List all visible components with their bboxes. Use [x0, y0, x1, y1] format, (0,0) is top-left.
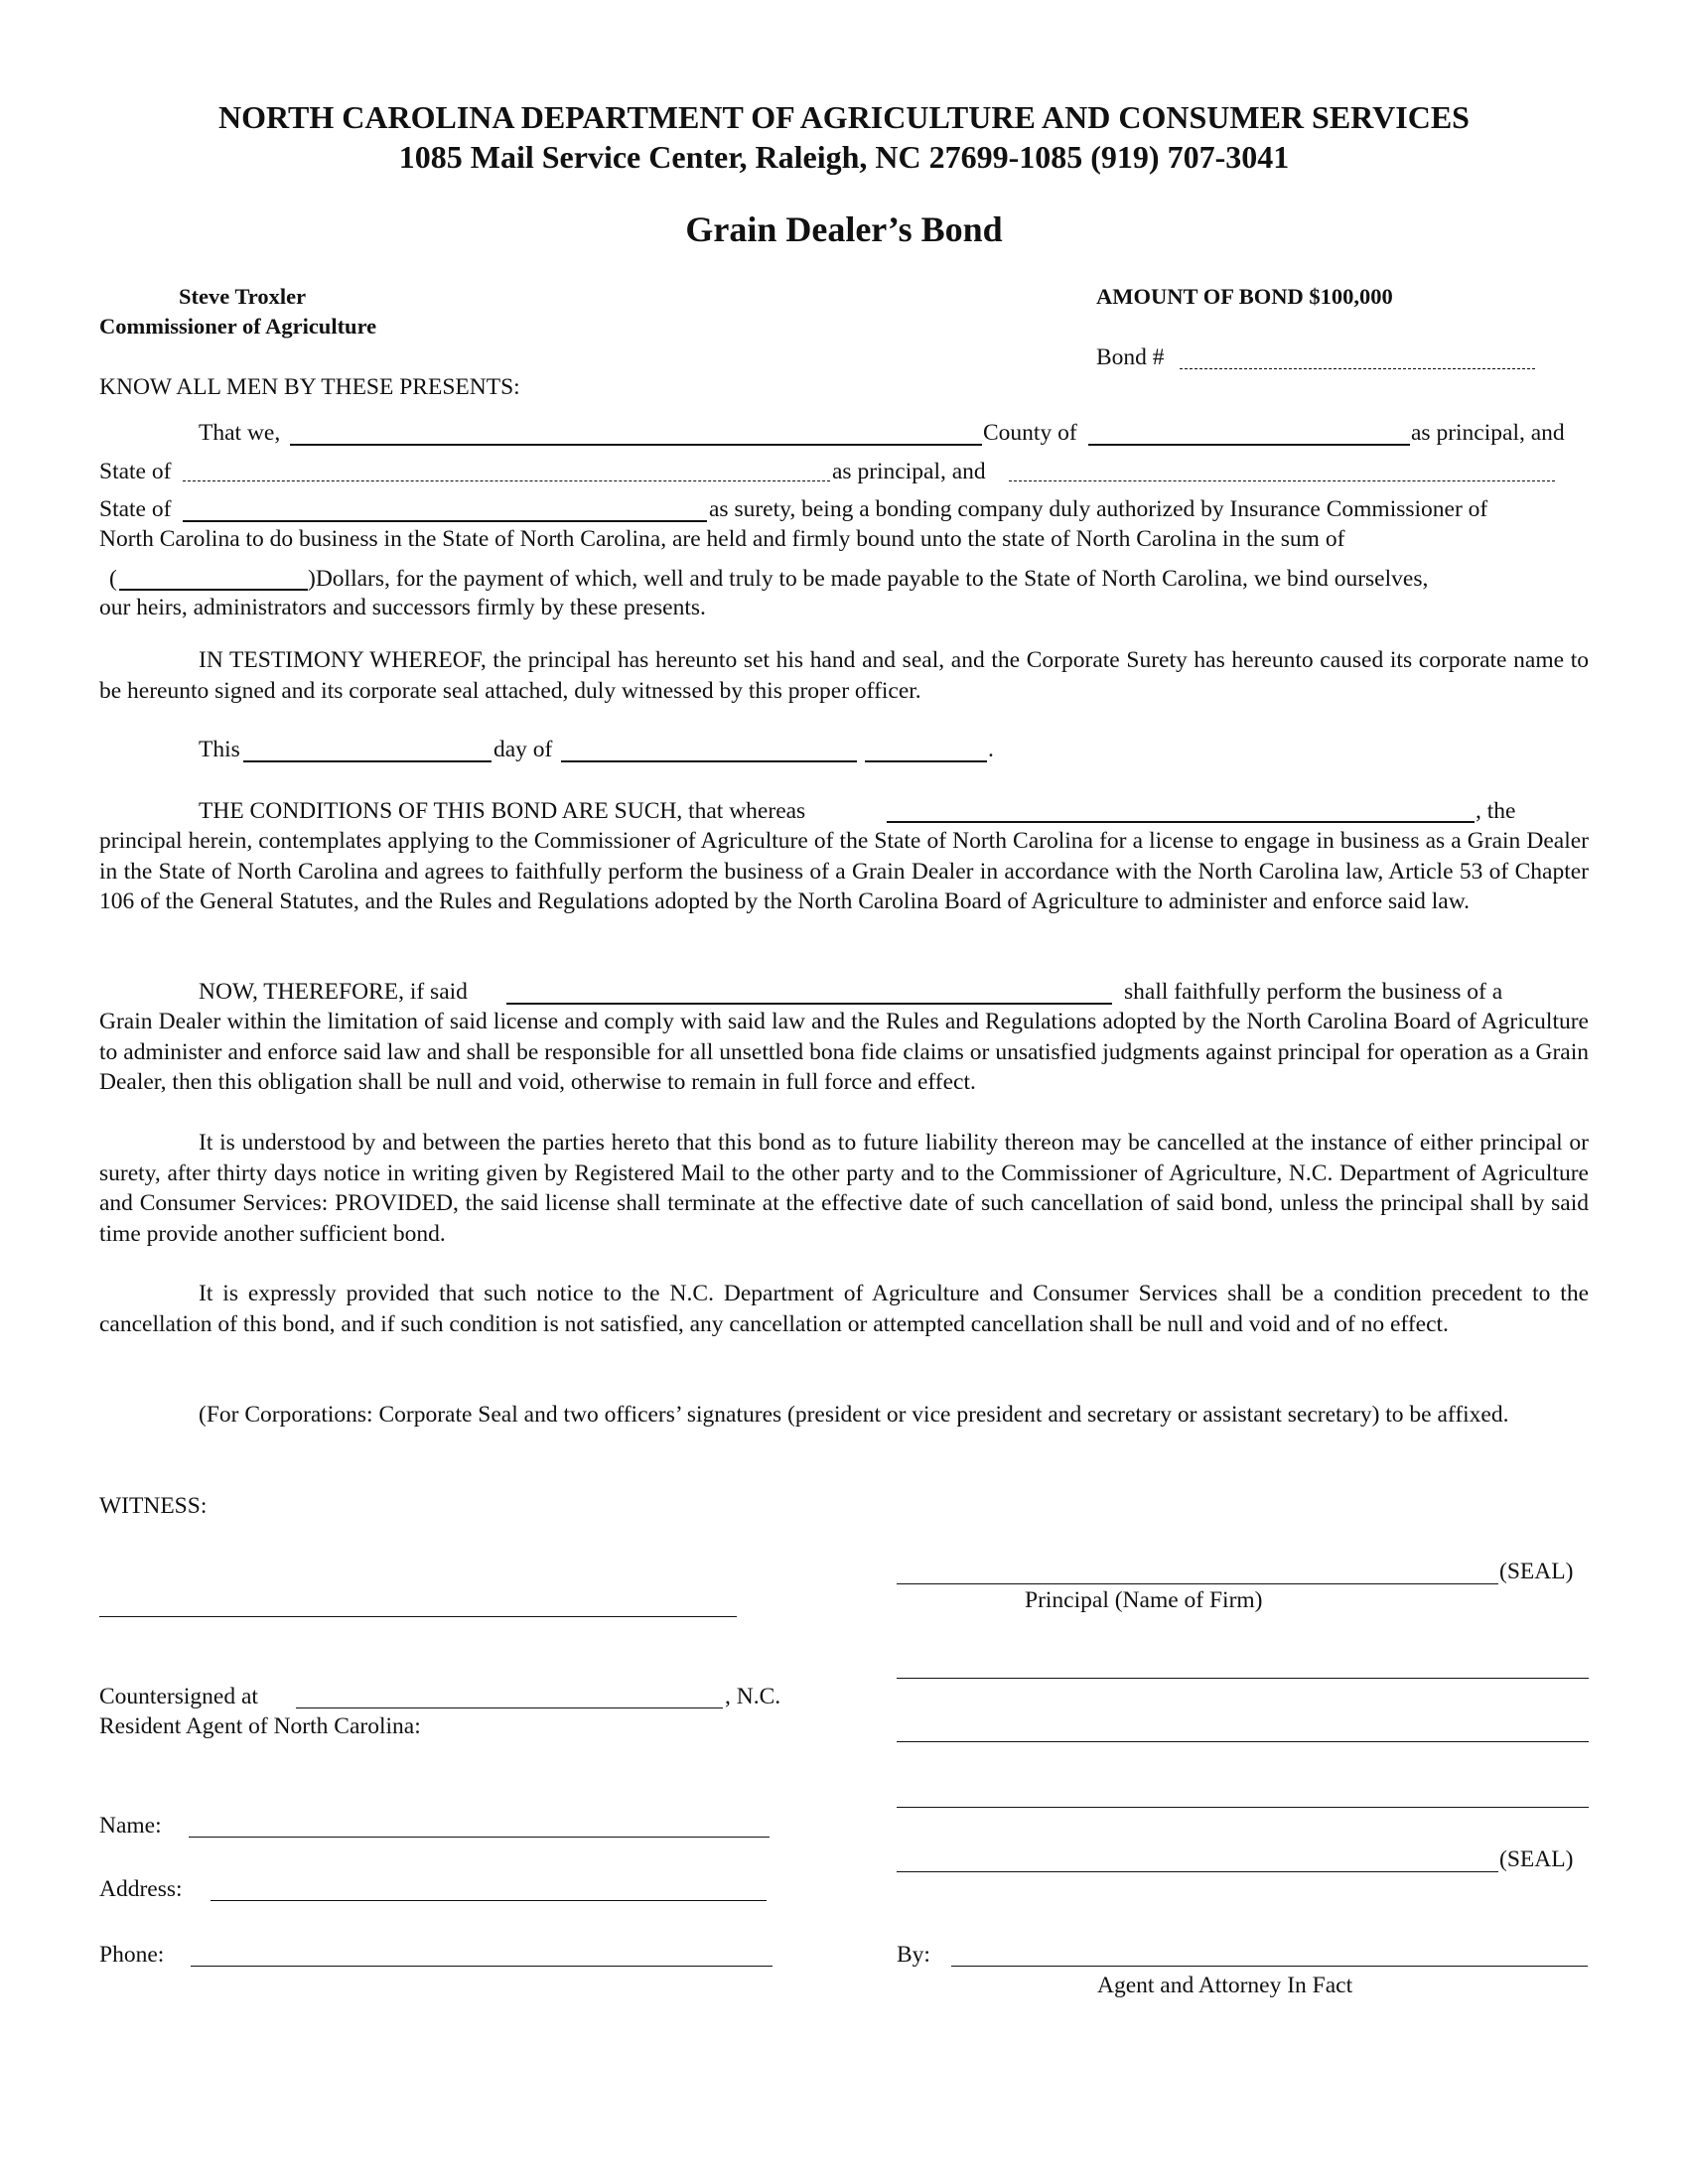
conditions-lead: THE CONDITIONS OF THIS BOND ARE SUCH, that whereas [199, 798, 806, 824]
date-period: . [988, 737, 994, 762]
therefore-name-field[interactable] [506, 1003, 1112, 1005]
resident-agent-label: Resident Agent of North Carolina: [99, 1713, 421, 1739]
day-field[interactable] [243, 760, 492, 762]
surety-signature-line[interactable] [897, 1871, 1498, 1872]
day-of-label: day of [493, 737, 553, 762]
signature-line-4[interactable] [897, 1807, 1589, 1808]
second-principal-field[interactable] [1009, 480, 1555, 481]
therefore-paragraph: Grain Dealer within the limitation of said license and comply with said law and the Rules and Regulations adopted by the North Carolina Board of Agriculture to administer and enforce said law and shall be responsible for all unsettled bona fide claims or unsatisfied judgments against principal for operation as a Grain Dealer, then this obligation shall be null and void, otherwise to remain in full force and effect. [99, 1009, 1589, 1095]
therefore-lead: NOW, THEREFORE, if said [199, 979, 468, 1005]
signature-line-3[interactable] [897, 1741, 1589, 1742]
dollar-amount-field[interactable] [119, 589, 308, 591]
phone-label: Phone: [99, 1942, 165, 1968]
agent-caption: Agent and Attorney In Fact [1097, 1973, 1353, 1998]
bond-amount: AMOUNT OF BOND $100,000 [1096, 284, 1393, 309]
seal-2: (SEAL) [1499, 1846, 1574, 1872]
signature-line-2[interactable] [897, 1678, 1589, 1679]
agent-signature-line[interactable] [951, 1966, 1588, 1967]
agency-address: 1085 Mail Service Center, Raleigh, NC 27699-1085 (919) 707-3041 [398, 139, 1290, 175]
paren-open: ( [109, 566, 117, 592]
commissioner-name: Steve Troxler [179, 284, 307, 309]
conditions-paragraph: principal herein, contemplates applying to the Commissioner of Agriculture of the State of North Carolina for a license to engage in business as a Grain Dealer in the State of North Carolina and agrees to faithfully perform the business of a Grain Dealer in accordance with the North Carolina law, Article 53 of Chapter 106 of the General Statutes, and the Rules and Regulations adopted by the North Carolina Board of Agriculture to administer and enforce said law. [99, 828, 1589, 914]
that-we-label: That we, [199, 420, 281, 446]
county-field[interactable] [1088, 444, 1410, 446]
principal-signature-line[interactable] [897, 1583, 1498, 1584]
state-field-1[interactable] [183, 480, 830, 481]
state-label-1: State of [99, 459, 172, 484]
conditions-name-field[interactable] [887, 821, 1475, 823]
dollars-text: )Dollars, for the payment of which, well and truly to be made payable to the State of North Carolina, we bind ourselves, [308, 566, 1429, 592]
commissioner-title: Commissioner of Agriculture [99, 314, 377, 339]
state-label-2: State of [99, 496, 172, 522]
countersigned-location-field[interactable] [296, 1707, 723, 1708]
witness-signature-line[interactable] [99, 1616, 737, 1617]
phone-field[interactable] [191, 1966, 773, 1967]
principal-name-field[interactable] [290, 444, 982, 446]
heirs-line: our heirs, administrators and successors firmly by these presents. [99, 595, 706, 620]
agency-name: NORTH CAROLINA DEPARTMENT OF AGRICULTURE AND CONSUMER SERVICES [218, 99, 1470, 135]
corporations-paragraph: (For Corporations: Corporate Seal and two officers’ signatures (president or vice president and secretary or assistant secretary) to be affixed. [199, 1402, 1509, 1428]
address-label: Address: [99, 1876, 183, 1902]
year-field[interactable] [865, 760, 987, 762]
form-title: Grain Dealer’s Bond [685, 209, 1003, 249]
name-field[interactable] [189, 1837, 770, 1838]
bond-number-field[interactable] [1180, 368, 1535, 369]
as-principal-label-2: as principal, and [832, 459, 986, 484]
state-field-2[interactable] [183, 520, 707, 522]
bound-sum-line: North Carolina to do business in the State of North Carolina, are held and firmly bound unto the state of North Carolina in the sum of [99, 526, 1345, 552]
conditions-comma: , the [1476, 798, 1516, 824]
address-field[interactable] [211, 1900, 767, 1901]
intro-line: KNOW ALL MEN BY THESE PRESENTS: [99, 374, 520, 400]
county-label: County of [983, 420, 1077, 446]
testimony-paragraph: IN TESTIMONY WHEREOF, the principal has hereunto set his hand and seal, and the Corporate Surety has hereunto caused its corporate name to be hereunto signed and its corporate seal attached, duly witnessed by this proper officer. [99, 647, 1589, 704]
therefore-after: shall faithfully perform the business of a [1124, 979, 1503, 1005]
nc-label: , N.C. [725, 1684, 781, 1709]
this-label: This [199, 737, 240, 762]
principal-caption: Principal (Name of Firm) [1025, 1587, 1263, 1613]
seal-1: (SEAL) [1499, 1559, 1574, 1584]
by-label: By: [897, 1942, 930, 1968]
as-principal-label-1: as principal, and [1411, 420, 1565, 446]
witness-label: WITNESS: [99, 1493, 208, 1519]
countersigned-label: Countersigned at [99, 1684, 258, 1709]
name-label: Name: [99, 1813, 162, 1839]
surety-text: as surety, being a bonding company duly authorized by Insurance Commissioner of [709, 496, 1488, 522]
bond-number-label: Bond # [1096, 344, 1165, 370]
expressly-paragraph: It is expressly provided that such notice to the N.C. Department of Agriculture and Consumer Services shall be a condition precedent to the cancellation of this bond, and if such condition is not satisfied, any cancellation or attempted cancellation shall be null and void and of no effect. [99, 1281, 1589, 1337]
understood-paragraph: It is understood by and between the parties hereto that this bond as to future liability thereon may be cancelled at the instance of either principal or surety, after thirty days notice in writing given by Registered Mail to the other party and to the Commissioner of Agriculture, N.C. Department of Agriculture and Consumer Services: PROVIDED, the said license shall terminate at the effective date of such cancellation of said bond, unless the principal shall by said time provide another sufficient bond. [99, 1130, 1589, 1247]
month-field[interactable] [561, 760, 857, 762]
